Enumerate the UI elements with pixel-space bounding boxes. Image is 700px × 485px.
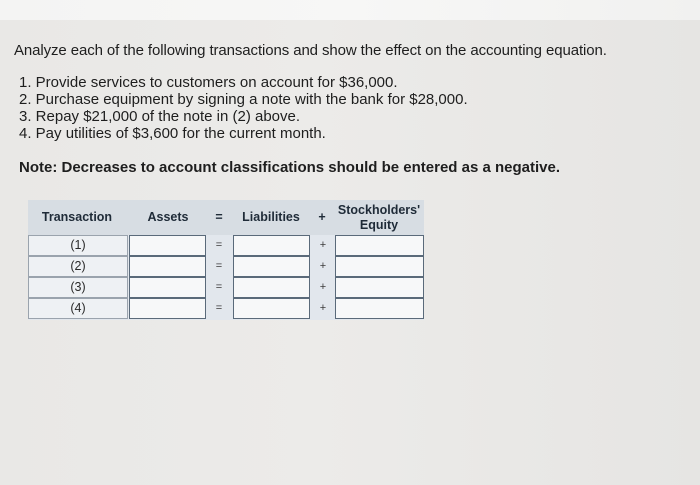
equals-sign: =: [215, 239, 223, 251]
assets-input-1[interactable]: [129, 235, 206, 256]
transaction-item: 2. Purchase equipment by signing a note with the bank for $28,000.: [19, 91, 468, 108]
liabilities-input-4[interactable]: [233, 298, 310, 319]
plus-sign: +: [319, 239, 327, 251]
assets-input-2[interactable]: [129, 256, 206, 277]
header-liabilities: Liabilities: [242, 210, 300, 224]
header-assets: Assets: [147, 210, 189, 224]
row-label: (2): [28, 256, 128, 277]
row-label: (4): [28, 298, 128, 319]
row-label: (1): [28, 235, 128, 256]
transaction-list: [19, 74, 468, 142]
equals-sign: =: [215, 260, 223, 272]
transaction-item: 3. Repay $21,000 of the note in (2) above.: [19, 108, 301, 125]
header-equity-line2: Equity: [359, 218, 399, 232]
plus-sign: +: [319, 281, 327, 293]
row-label: (3): [28, 277, 128, 298]
equity-input-3[interactable]: [335, 277, 424, 298]
header-transaction: Transaction: [41, 210, 113, 224]
question-text: Analyze each of the following transactions and show the effect on the accounting equation.: [14, 42, 607, 59]
equity-input-2[interactable]: [335, 256, 424, 277]
transaction-item: 4. Pay utilities of $3,600 for the current month.: [19, 125, 326, 142]
header-plus-sign: +: [318, 210, 326, 224]
assets-input-3[interactable]: [129, 277, 206, 298]
liabilities-input-3[interactable]: [233, 277, 310, 298]
liabilities-input-1[interactable]: [233, 235, 310, 256]
table-body: [28, 235, 424, 320]
equity-input-1[interactable]: [335, 235, 424, 256]
header-equity-line1: Stockholders': [337, 203, 421, 217]
table-header: [28, 200, 424, 235]
equals-sign: =: [215, 281, 223, 293]
plus-sign: +: [319, 260, 327, 272]
equals-sign: =: [215, 302, 223, 314]
header-stockholders-equity: [334, 203, 424, 233]
transaction-item: 1. Provide services to customers on account for $36,000.: [19, 74, 398, 91]
note-text: Note: Decreases to account classifications should be entered as a negative.: [19, 159, 561, 176]
equity-input-4[interactable]: [335, 298, 424, 319]
plus-sign: +: [319, 302, 327, 314]
liabilities-input-2[interactable]: [233, 256, 310, 277]
accounting-equation-table: [28, 200, 424, 320]
header-equals-sign: =: [215, 210, 223, 224]
assets-input-4[interactable]: [129, 298, 206, 319]
top-strip: [0, 0, 700, 20]
